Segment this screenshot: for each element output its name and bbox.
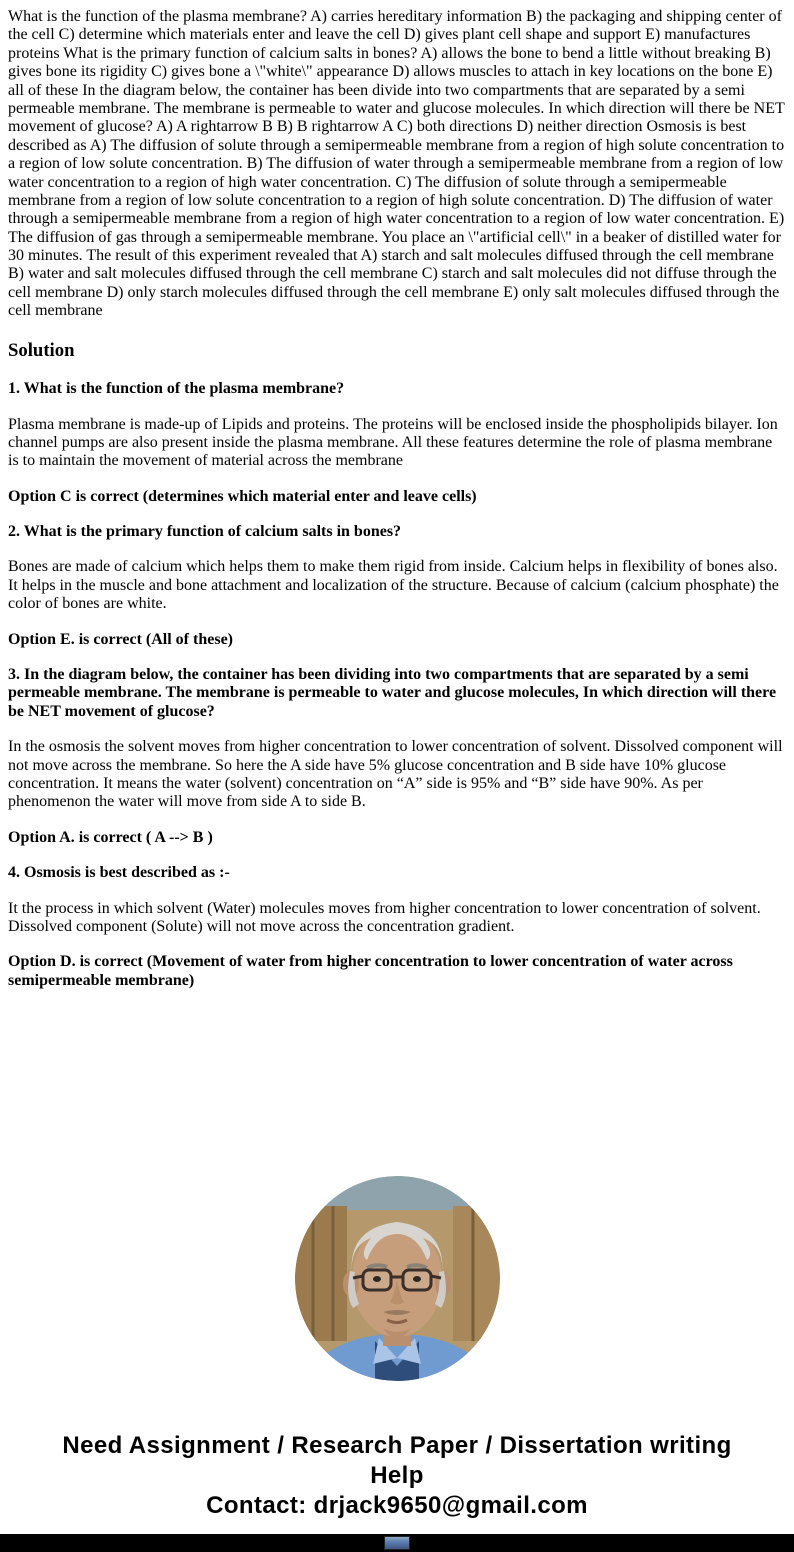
question-text: What is the function of the plasma membrane? A) carries hereditary information B) the packaging and shipping center of the cell C) determine which materials enter and leave the cell D) gives plant cell shape and support E) manufactures proteins What is the primary function of calcium salts in bones? A) allows the bone to bend a little without breaking B) gives bone its rigidity C) gives bone a \"white\" appearance D) allows muscles to attach in key locations on the bone E) all of these In the diagram below, the container has been divide into two compartments that are separated by a semi permeable membrane. The membrane is permeable to water and glucose molecules. In which direction will there be NET movement of glucose? A) A rightarrow B B) B rightarrow A C) both directions D) neither direction Osmosis is best described as A) The diffusion of solute through a semipermeable membrane from a region of high solute concentration to a region of low solute concentration. B) The diffusion of water through a semipermeable membrane from a region of low water concentration to a region of high water concentration. C) The diffusion of solute through a semipermeable membrane from a region of low solute concentration to a region of high solute concentration. D) The diffusion of water through a semipermeable membrane from a region of high water concentration to a region of low water concentration. E) The diffusion of gas through a semipermeable membrane. You place an \"artificial cell\" in a beaker of distilled water for 30 minutes. The result of this experiment revealed that A) starch and salt molecules diffused through the cell membrane B) water and salt molecules diffused through the cell membrane C) starch and salt molecules did not diffuse through the cell membrane D) only starch molecules diffused through the cell membrane E) only salt molecules diffused through the cell membrane xyxy=(8,8,785,320)
solution-item-1-title: 1. What is the function of the plasma membrane? xyxy=(8,380,345,398)
document-body xyxy=(8,0,786,990)
solution-item-4-title: 4. Osmosis is best described as :- xyxy=(8,864,230,882)
video-thumbnail-icon xyxy=(384,1536,410,1550)
solution-heading: Solution xyxy=(8,339,75,361)
presenter-photo xyxy=(295,1176,500,1381)
presenter-photo-illustration xyxy=(295,1176,500,1381)
solution-item-1-answer: Option C is correct (determines which material enter and leave cells) xyxy=(8,487,477,505)
footer-help-text: Need Assignment / Research Paper / Dissertation writing Help xyxy=(62,1432,732,1490)
solution-item-4-body: It the process in which solvent (Water) molecules moves from higher concentration to lower concentration of solvent. Dissolved component (Solute) will not move across the concentration gradient. xyxy=(8,899,761,935)
solution-item-3-body: In the osmosis the solvent moves from higher concentration to lower concentration of solvent. Dissolved component will not move across the membrane. So here the A side have 5% glucose concentration and B side have 10% glucose concentration. It means the water (solvent) concentration on “A” side is 95% and “B” side have 90%. As per phenomenon the water will move from side A to side B. xyxy=(8,738,783,811)
solution-item-2-body: Bones are made of calcium which helps them to make them rigid from inside. Calcium helps in flexibility of bones also. It helps in the muscle and bone attachment and localization of the structure. Because of calcium (calcium phosphate) the color of bones are white. xyxy=(8,558,779,613)
solution-item-2-answer: Option E. is correct (All of these) xyxy=(8,630,233,648)
solution-item-2-title: 2. What is the primary function of calcium salts in bones? xyxy=(8,523,402,541)
solution-item-3-answer: Option A. is correct ( A --> B ) xyxy=(8,828,213,846)
video-progress-bar xyxy=(0,1534,794,1552)
footer-contact-email: Contact: drjack9650@gmail.com xyxy=(206,1492,588,1520)
solution-item-1-body: Plasma membrane is made-up of Lipids and proteins. The proteins will be enclosed inside the phospholipids bilayer. Ion channel pumps are also present inside the plasma membrane. All these features determine the role of plasma membrane is to maintain the movement of material across the membrane xyxy=(8,415,778,470)
footer-promo xyxy=(37,1431,757,1521)
solution-item-3-title: 3. In the diagram below, the container has been dividing into two compartments that are separated by a semi permeable membrane. The membrane is permeable to water and glucose molecules, In which direction will there be NET movement of glucose? xyxy=(8,666,777,720)
solution-item-4-answer: Option D. is correct (Movement of water from higher concentration to lower concentration of water across semipermeable membrane) xyxy=(8,953,733,989)
